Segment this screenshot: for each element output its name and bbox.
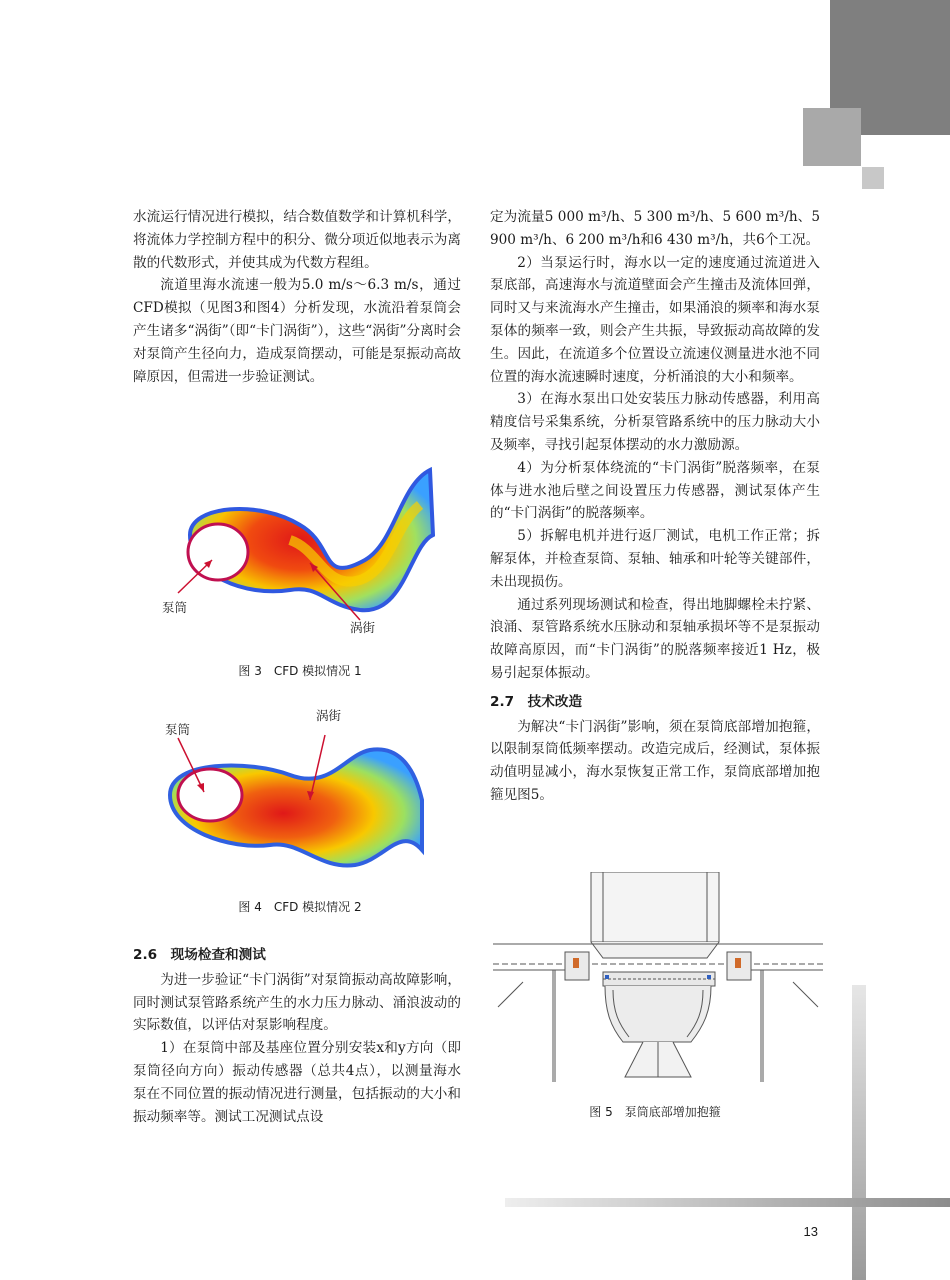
left-column-top bbox=[133, 206, 461, 388]
figure-5-caption: 图 5 泵筒底部增加抱箍 bbox=[589, 1105, 721, 1119]
left-column-section-2-6 bbox=[133, 938, 461, 1128]
pump-barrel-circle bbox=[178, 769, 242, 821]
footer-decoration-vertical bbox=[852, 985, 866, 1280]
figure-4-caption: 图 4 CFD 模拟情况 2 bbox=[238, 900, 362, 914]
paragraph: 3）在海水泵出口处安装压力脉动传感器，利用高精度信号采集系统，分析泵管路系统中的压力脉动大小及频率，寻找引起泵体摆动的水力激励源。 bbox=[490, 391, 820, 453]
right-column bbox=[490, 206, 820, 807]
figure-3-label-vortex: 涡街 bbox=[350, 620, 376, 635]
paragraph: 为解决“卡门涡街”影响，须在泵筒底部增加抱箍，以限制泵筒低频率摆动。改造完成后，经测试，泵体振动值明显减小，海水泵恢复正常工作，泵筒底部增加抱箍见图5。 bbox=[490, 718, 820, 803]
paragraph: 为进一步验证“卡门涡街”对泵筒振动高故障影响，同时测试泵管路系统产生的水力压力脉动、涌浪波动的实际数值，以评估对泵影响程度。 bbox=[133, 971, 461, 1034]
figure-3-cfd-simulation bbox=[150, 465, 435, 635]
section-heading: 2.6 现场检查和测试 bbox=[133, 947, 266, 963]
paragraph: 定为流量5 000 m³/h、5 300 m³/h、5 600 m³/h、5 900 m³/h、6 200 m³/h和6 430 m³/h，共6个工况。 bbox=[490, 209, 820, 248]
figure-3-label-pump: 泵筒 bbox=[162, 600, 188, 615]
paragraph: 流道里海水流速一般为5.0 m/s～6.3 m/s，通过CFD模拟（见图3和图4）分析发现，水流沿着泵筒会产生诸多“涡街”（即“卡门涡街”），这些“涡街”分离时会对泵筒产生径向力，造成泵筒摆动，可能是泵振动高故障原因，但需进一步验证测试。 bbox=[133, 277, 461, 385]
figure-5-clamp-drawing bbox=[493, 872, 823, 1087]
paragraph: 5）拆解电机并进行返厂测试，电机工作正常；拆解泵体，并检查泵筒、泵轴、轴承和叶轮等关键部件，未出现损伤。 bbox=[490, 528, 820, 590]
paragraph: 2）当泵运行时，海水以一定的速度通过流道进入泵底部，高速海水与流道壁面会产生撞击及流体回弹，同时又与来流海水产生撞击，如果涌浪的频率和海水泵泵体的频率一致，则会产生共振，导致振动高故障的发生。因此，在流道多个位置设立流速仪测量进水池不同位置的海水流速瞬时速度，分析涌浪的大小和频率。 bbox=[490, 254, 820, 385]
paragraph: 1）在泵筒中部及基座位置分别安装x和y方向（即泵筒径向方向）振动传感器（总共4点），以测量海水泵在不同位置的振动情况进行测量，包括振动的大小和振动频率等。测试工况测试点设 bbox=[133, 1040, 461, 1125]
figure-4-cfd-simulation bbox=[160, 700, 430, 885]
pump-barrel-circle bbox=[188, 524, 248, 580]
corner-decoration-mid bbox=[803, 108, 861, 166]
figure-3-caption: 图 3 CFD 模拟情况 1 bbox=[238, 664, 362, 678]
figure-4-label-pump: 泵筒 bbox=[165, 722, 191, 737]
page-number: 13 bbox=[803, 1224, 818, 1239]
section-heading: 2.7 技术改造 bbox=[490, 693, 583, 710]
paragraph: 通过系列现场测试和检查，得出地脚螺栓未拧紧、浪涌、泵管路系统水压脉动和泵轴承损坏等不是泵振动故障高原因，而“卡门涡街”的脱落频率接近1 Hz，极易引起泵体振动。 bbox=[490, 596, 820, 681]
figure-4-label-vortex: 涡街 bbox=[316, 708, 342, 723]
footer-decoration-horizontal bbox=[505, 1198, 950, 1207]
paragraph: 4）为分析泵体绕流的“卡门涡街”脱落频率，在泵体与进水池后壁之间设置压力传感器，测试泵体产生的“卡门涡街”的脱落频率。 bbox=[490, 459, 820, 522]
corner-decoration-small bbox=[862, 167, 884, 189]
paragraph: 水流运行情况进行模拟，结合数值数学和计算机科学，将流体力学控制方程中的积分、微分项近似地表示为离散的代数形式，并使其成为代数方程组。 bbox=[133, 209, 461, 271]
